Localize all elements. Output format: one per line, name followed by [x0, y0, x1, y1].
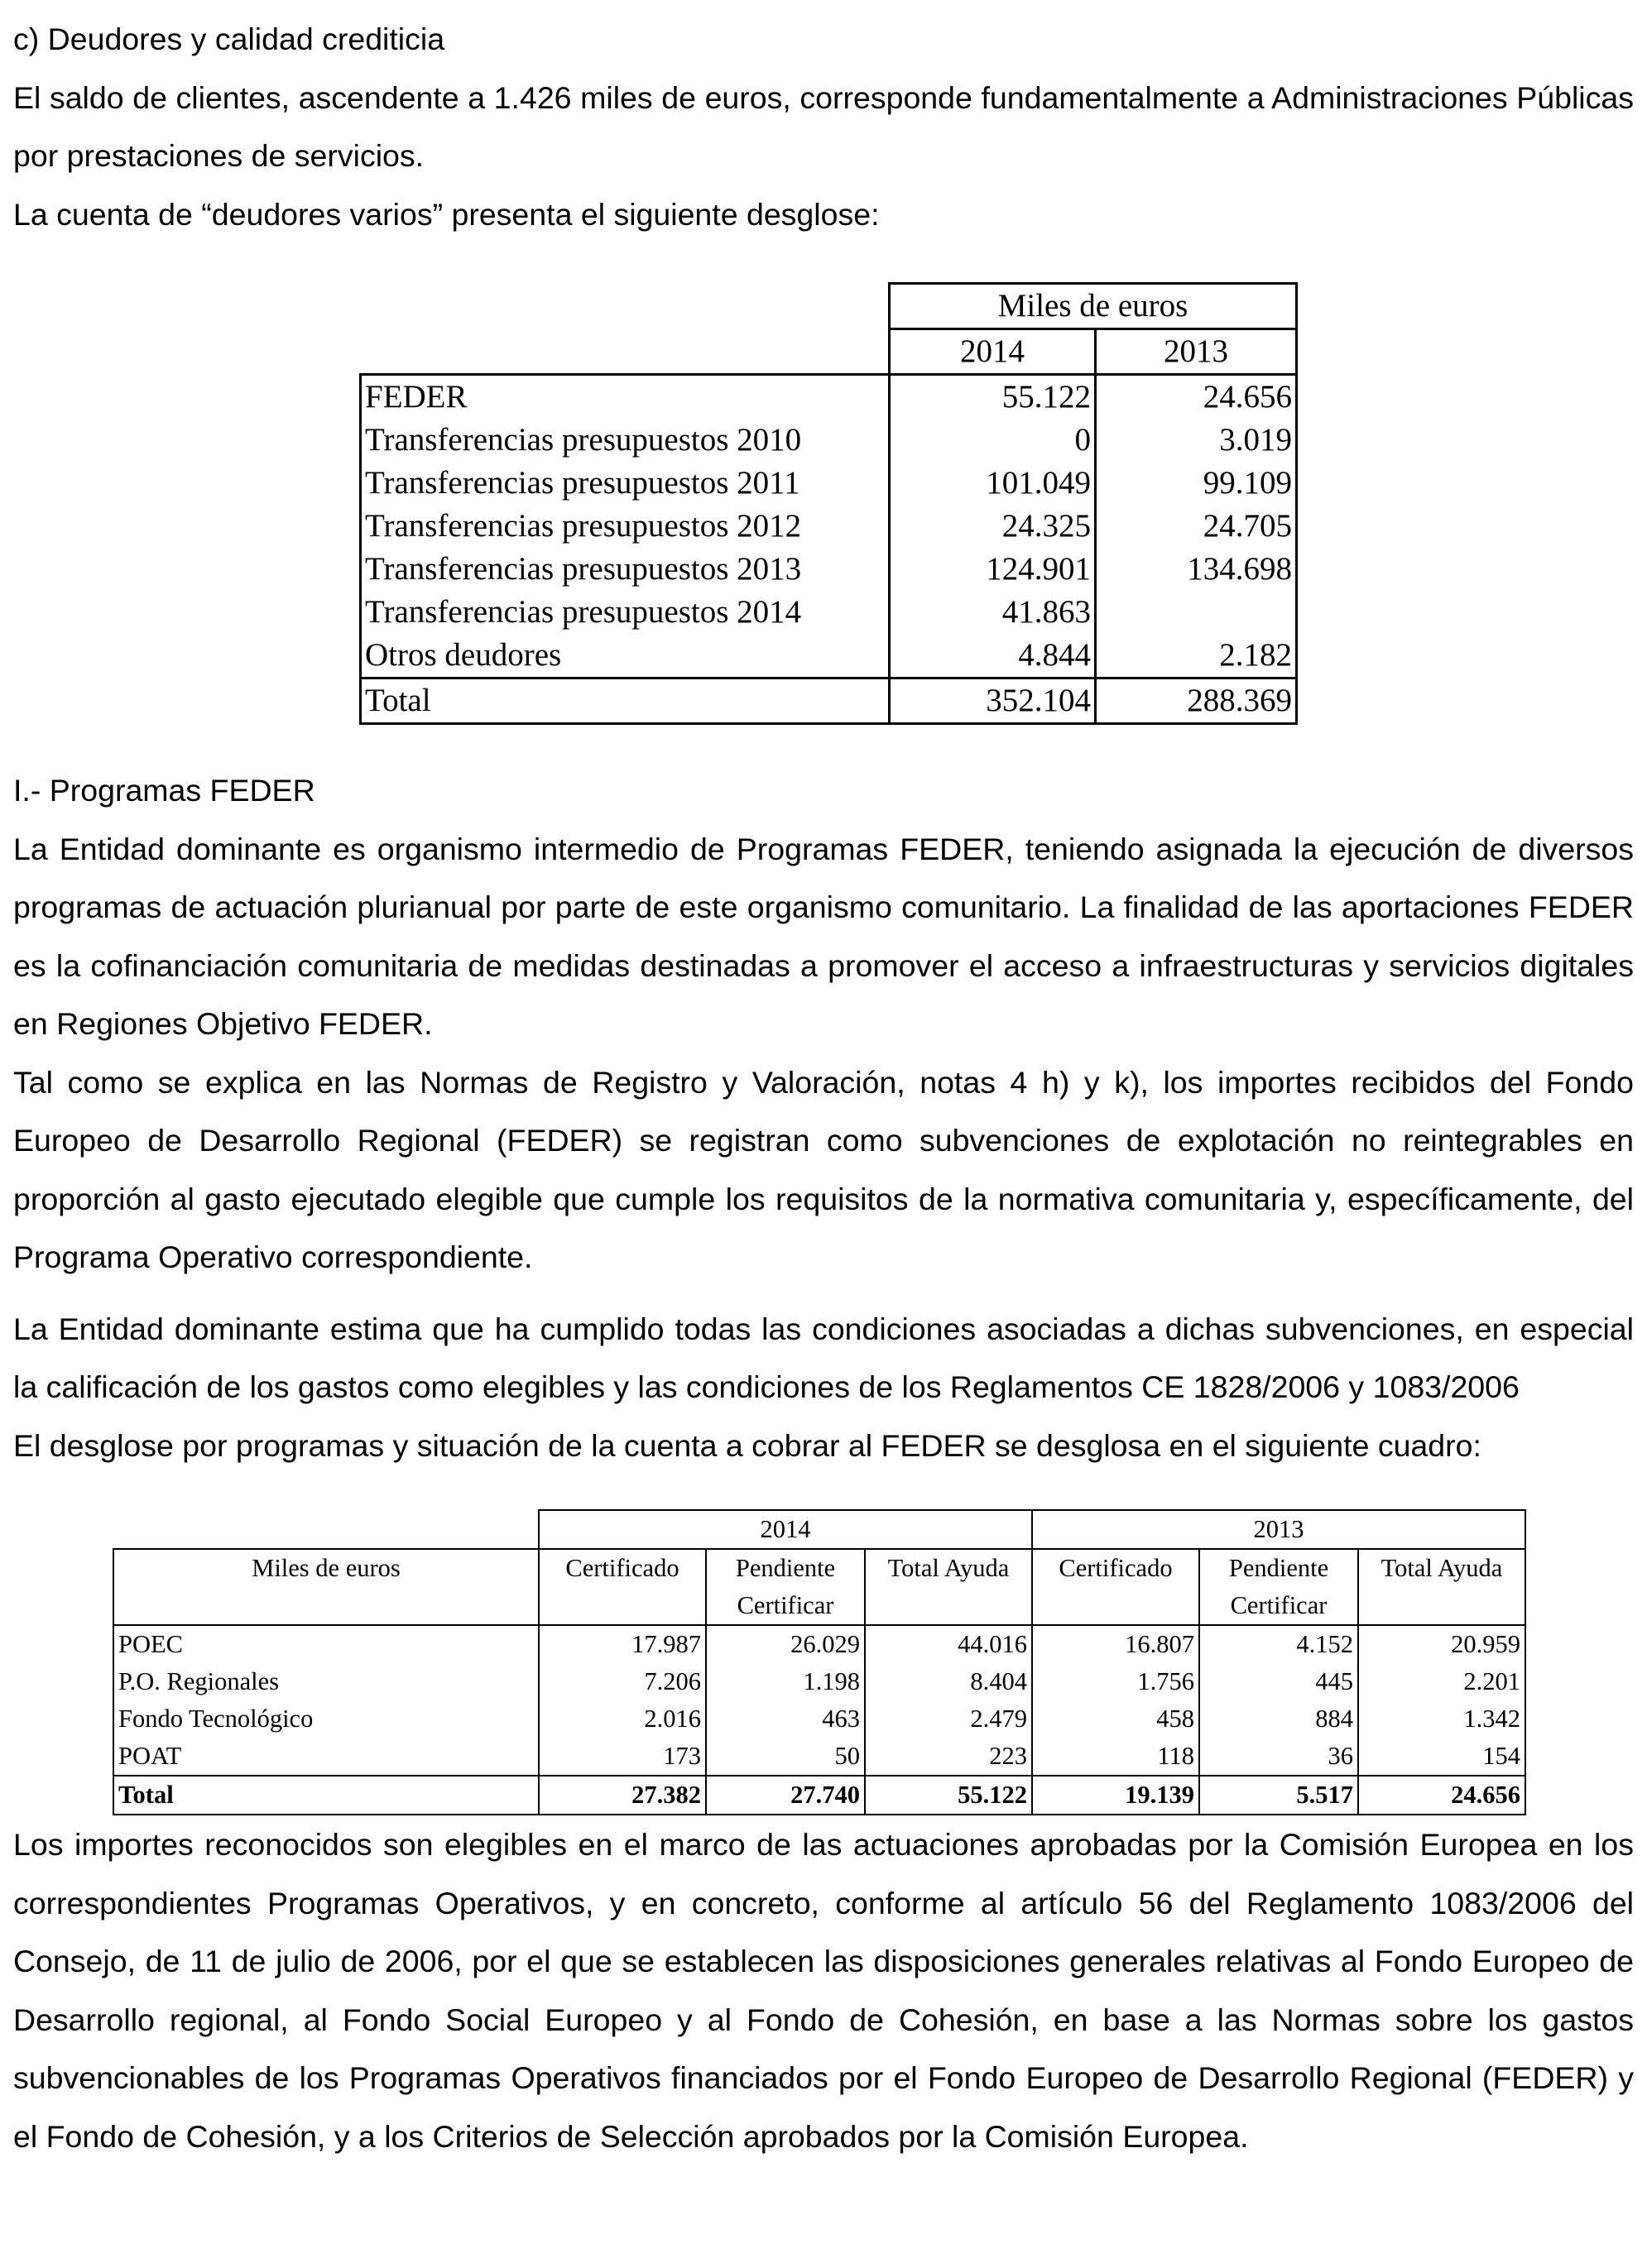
table1-year-row: [361, 329, 1297, 375]
table1-row-value-b: 24.656: [1096, 375, 1297, 420]
table1-row-value-a: 0: [890, 419, 1096, 462]
table2-total-cell: 5.517: [1199, 1776, 1358, 1815]
table2-cell: 173: [539, 1738, 706, 1776]
feder-programs-table: [113, 1509, 1526, 1815]
section-i-paragraph-4: El desglose por programas y situación de la cuenta a cobrar al FEDER se desglosa en el siguiente cuadro:: [13, 1427, 1481, 1463]
table2-row-label: POEC: [113, 1625, 539, 1663]
table2-cell: 1.756: [1032, 1663, 1199, 1700]
table2-cell: 445: [1199, 1663, 1358, 1700]
table2-year-b: 2013: [1032, 1510, 1525, 1549]
section-c-paragraph-2: La cuenta de “deudores varios” presenta el siguiente desglose:: [13, 196, 880, 232]
table2-cell: 884: [1199, 1700, 1358, 1738]
table2-cell: 16.807: [1032, 1625, 1199, 1663]
table2-row-label: Fondo Tecnológico: [113, 1700, 539, 1738]
table2-cell: 44.016: [865, 1625, 1032, 1663]
table-row: [361, 419, 1297, 462]
closing-paragraph: Los importes reconocidos son elegibles en el marco de las actuaciones aprobadas por la Comisión Europea en los correspondientes Programas Operativos, y en concreto, conforme al artículo 56 del Reglamento 1083/2006 del Consejo, de 11 de julio de 2006, por el que se establecen las disposiciones generales relativas al Fondo Europeo de Desarrollo regional, al Fondo Social Europeo y al Fondo de Cohesión, en base a las Normas sobre los gastos subvencionables de los Programas Operativos financiados por el Fondo Europeo de Desarrollo Regional (FEDER) y el Fondo de Cohesión, y a los Criterios de Selección aprobados por la Comisión Europea.: [13, 1827, 1634, 2154]
table2-col-pendiente-b: Pendiente: [1199, 1549, 1358, 1587]
table2-cell: 154: [1358, 1738, 1525, 1776]
table1-total-b: 288.369: [1096, 678, 1297, 724]
table2-col-certificado-a: Certificado: [539, 1549, 706, 1587]
table-row: [361, 462, 1297, 505]
table1-row-value-b: [1096, 591, 1297, 634]
table1-row-value-b: 24.705: [1096, 505, 1297, 548]
table2-cell: 50: [706, 1738, 865, 1776]
table1-row-label: Transferencias presupuestos 2013: [361, 548, 890, 591]
table2-col-certificar-a: Certificar: [706, 1587, 865, 1625]
table-row: [361, 375, 1297, 420]
feder-programs-table-wrapper: [113, 1509, 1634, 1815]
table-row: [113, 1738, 1525, 1776]
table1-row-value-b: 134.698: [1096, 548, 1297, 591]
table1-row-value-a: 4.844: [890, 634, 1096, 678]
table2-col-total-a: Total Ayuda: [865, 1549, 1032, 1587]
table2-total-row: [113, 1776, 1525, 1815]
table1-total-a: 352.104: [890, 678, 1096, 724]
table2-cell: 7.206: [539, 1663, 706, 1700]
table2-cell: 17.987: [539, 1625, 706, 1663]
table2-cell: 4.152: [1199, 1625, 1358, 1663]
table2-year-a: 2014: [539, 1510, 1032, 1549]
table2-cell: 36: [1199, 1738, 1358, 1776]
table2-cell: 2.016: [539, 1700, 706, 1738]
table2-cell: 1.198: [706, 1663, 865, 1700]
table1-row-value-a: 55.122: [890, 375, 1096, 420]
table2-cell: 223: [865, 1738, 1032, 1776]
table-row: [361, 634, 1297, 678]
table2-cell: 8.404: [865, 1663, 1032, 1700]
table1-row-label: Transferencias presupuestos 2010: [361, 419, 890, 462]
table2-total-cell: 55.122: [865, 1776, 1032, 1815]
section-i-heading: I.- Programas FEDER: [13, 773, 315, 808]
table2-cell: 118: [1032, 1738, 1199, 1776]
table1-row-label: Transferencias presupuestos 2011: [361, 462, 890, 505]
table1-unit-header: Miles de euros: [890, 284, 1297, 329]
table2-header-row-1: [113, 1549, 1525, 1587]
table2-total-label: Total: [113, 1776, 539, 1815]
table1-row-label: Transferencias presupuestos 2012: [361, 505, 890, 548]
section-i-paragraph-3: La Entidad dominante estima que ha cumplido todas las condiciones asociadas a dichas subvenciones, en especial la calificación de los gastos como elegibles y las condiciones de los Reglamentos CE 1828/2006 y 1083/2006: [13, 1311, 1634, 1404]
table-row: [361, 505, 1297, 548]
table-row: [113, 1700, 1525, 1738]
table1-row-label: Transferencias presupuestos 2014: [361, 591, 890, 634]
table2-cell: 26.029: [706, 1625, 865, 1663]
table1-row-label: Otros deudores: [361, 634, 890, 678]
section-c-paragraph-1: El saldo de clientes, ascendente a 1.426 miles de euros, corresponde fundamentalmente a Administraciones Públicas por prestaciones de servicios.: [13, 79, 1634, 173]
table1-unit-row: [361, 284, 1297, 329]
table2-total-cell: 27.740: [706, 1776, 865, 1815]
table2-cell: 463: [706, 1700, 865, 1738]
table1-row-value-a: 101.049: [890, 462, 1096, 505]
table2-row-label: POAT: [113, 1738, 539, 1776]
table2-col-certificado-b: Certificado: [1032, 1549, 1199, 1587]
table1-row-value-a: 124.901: [890, 548, 1096, 591]
table2-header-row-2: [113, 1587, 1525, 1625]
deudores-varios-table-wrapper: [359, 282, 1634, 725]
table2-row-label: P.O. Regionales: [113, 1663, 539, 1700]
section-i-paragraph-1: La Entidad dominante es organismo intermedio de Programas FEDER, teniendo asignada la ejecución de diversos programas de actuación plurianual por parte de este organismo comunitario. La finalidad de las aportaciones FEDER es la cofinanciación comunitaria de medidas destinadas a promover el acceso a infraestructuras y servicios digitales en Regiones Objetivo FEDER.: [13, 831, 1634, 1041]
table-row: [361, 591, 1297, 634]
section-i-paragraph-2: Tal como se explica en las Normas de Registro y Valoración, notas 4 h) y k), los importes recibidos del Fondo Europeo de Desarrollo Regional (FEDER) se registran como subvenciones de explotación no reintegrables en proporción al gasto ejecutado elegible que cumple los requisitos de la normativa comunitaria y, específicamente, del Programa Operativo correspondiente.: [13, 1064, 1634, 1274]
document-page: [13, 10, 1634, 2165]
table2-cell: 458: [1032, 1700, 1199, 1738]
table-row: [113, 1663, 1525, 1700]
table1-year-b: 2013: [1096, 329, 1297, 375]
table2-col-certificar-b: Certificar: [1199, 1587, 1358, 1625]
table1-row-value-a: 41.863: [890, 591, 1096, 634]
table2-cell: 2.201: [1358, 1663, 1525, 1700]
table1-row-value-a: 24.325: [890, 505, 1096, 548]
table2-cell: 20.959: [1358, 1625, 1525, 1663]
table1-year-a: 2014: [890, 329, 1096, 375]
section-c-heading: c) Deudores y calidad crediticia: [13, 22, 445, 56]
table2-total-cell: 27.382: [539, 1776, 706, 1815]
deudores-varios-table: [359, 282, 1298, 725]
table2-unit-header: Miles de euros: [113, 1549, 539, 1587]
table2-total-cell: 19.139: [1032, 1776, 1199, 1815]
table2-col-total-b: Total Ayuda: [1358, 1549, 1525, 1587]
table1-row-label: FEDER: [361, 375, 890, 420]
table1-total-label: Total: [361, 678, 890, 724]
table2-total-cell: 24.656: [1358, 1776, 1525, 1815]
table2-col-pendiente-a: Pendiente: [706, 1549, 865, 1587]
table2-cell: 1.342: [1358, 1700, 1525, 1738]
table1-row-value-b: 3.019: [1096, 419, 1297, 462]
table-row: [361, 548, 1297, 591]
table-row: [113, 1625, 1525, 1663]
table1-row-value-b: 2.182: [1096, 634, 1297, 678]
table2-year-row: [113, 1510, 1525, 1549]
table1-row-value-b: 99.109: [1096, 462, 1297, 505]
table2-cell: 2.479: [865, 1700, 1032, 1738]
table1-total-row: [361, 678, 1297, 724]
